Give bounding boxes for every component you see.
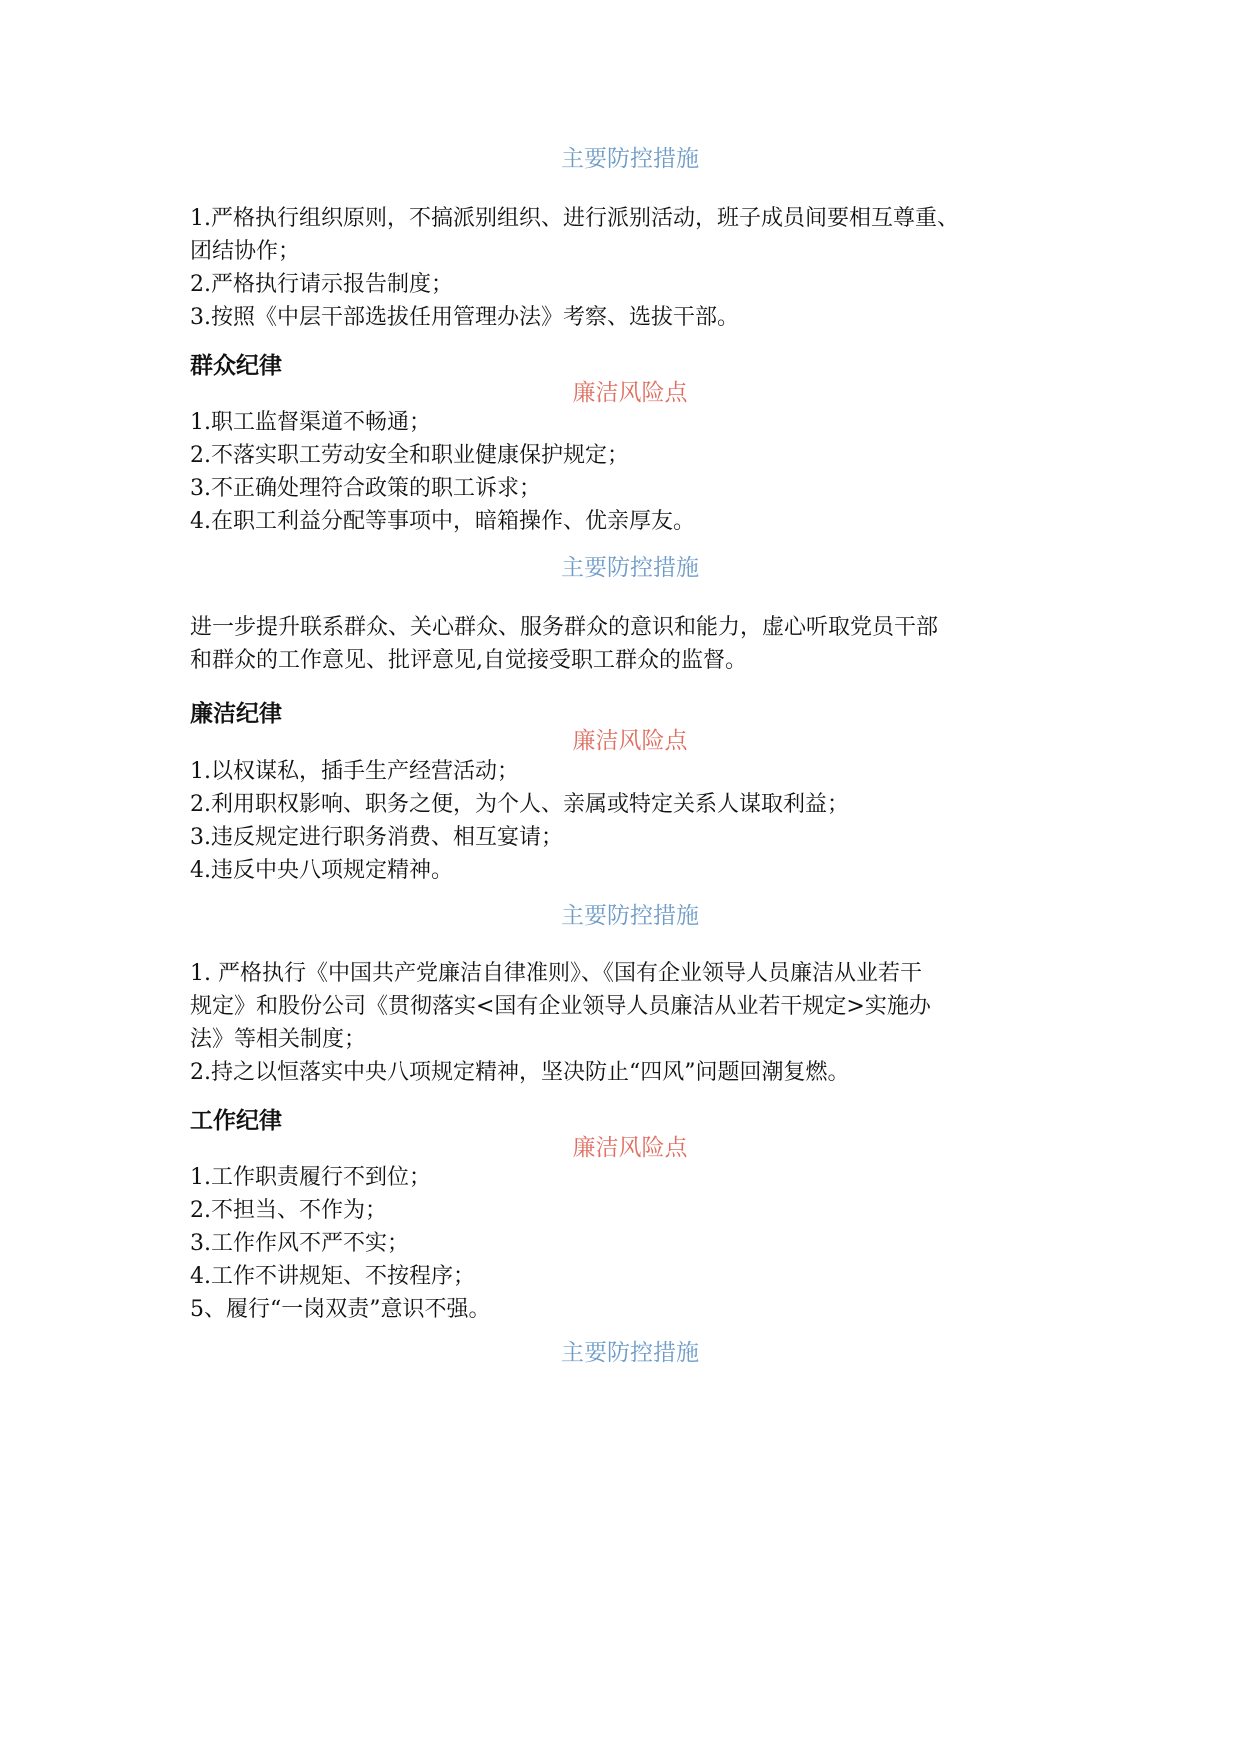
list-item: 2.利用职权影响、职务之便，为个人、亲属或特定关系人谋取利益；: [190, 792, 849, 817]
measures-list: [190, 611, 1070, 677]
measures-list: [190, 957, 1070, 1089]
list-item: 3.工作作风不严不实；: [190, 1231, 409, 1256]
list-item: 2.不担当、不作为；: [190, 1198, 387, 1223]
measures-heading: 主要防控措施: [561, 555, 699, 581]
list-item: 4.违反中央八项规定精神。: [190, 858, 453, 883]
risk-list: [190, 406, 1070, 538]
list-item: 1.职工监督渠道不畅通；: [190, 410, 431, 435]
section-title-mass-discipline: 群众纪律: [190, 353, 282, 379]
list-item: 1. 严格执行《中国共产党廉洁自律准则》、《国有企业领导人员廉洁从业若干: [190, 961, 922, 986]
section-title-integrity-discipline: 廉洁纪律: [190, 701, 282, 727]
measures-heading: 主要防控措施: [561, 903, 699, 929]
measures-heading: 主要防控措施: [561, 1340, 699, 1366]
list-item: 5、履行“一岗双责”意识不强。: [190, 1297, 491, 1322]
measures-list: [190, 202, 1070, 334]
list-item: 1.以权谋私，插手生产经营活动；: [190, 759, 519, 784]
list-item: 进一步提升联系群众、关心群众、服务群众的意识和能力，虚心听取党员干部: [190, 615, 939, 640]
document-page: [190, 0, 1070, 1754]
list-item: 3.按照《中层干部选拔任用管理办法》考察、选拔干部。: [190, 305, 739, 330]
list-item: 1.工作职责履行不到位；: [190, 1165, 431, 1190]
list-item: 2.不落实职工劳动安全和职业健康保护规定；: [190, 443, 629, 468]
list-item: 4.工作不讲规矩、不按程序；: [190, 1264, 475, 1289]
measures-heading: 主要防控措施: [561, 146, 699, 172]
list-item: 规定》和股份公司《贯彻落实<国有企业领导人员廉洁从业若干规定>实施办: [190, 994, 931, 1019]
list-item: 2.严格执行请示报告制度；: [190, 272, 453, 297]
list-item: 和群众的工作意见、批评意见,自觉接受职工群众的监督。: [190, 648, 747, 673]
risk-list: [190, 755, 1070, 887]
risk-heading: 廉洁风险点: [572, 728, 688, 754]
list-item: 3.不正确处理符合政策的职工诉求；: [190, 476, 541, 501]
risk-heading: 廉洁风险点: [572, 1135, 688, 1161]
risk-list: [190, 1161, 1070, 1326]
list-item: 法》等相关制度；: [190, 1027, 367, 1052]
list-item: 2.持之以恒落实中央八项规定精神，坚决防止“四风”问题回潮复燃。: [190, 1060, 850, 1085]
list-item: 4.在职工利益分配等事项中，暗箱操作、优亲厚友。: [190, 509, 695, 534]
list-item: 团结协作；: [190, 239, 301, 264]
section-title-work-discipline: 工作纪律: [190, 1108, 282, 1134]
risk-heading: 廉洁风险点: [572, 380, 688, 406]
list-item: 1.严格执行组织原则，不搞派别组织、进行派别活动，班子成员间要相互尊重、: [190, 206, 959, 231]
list-item: 3.违反规定进行职务消费、相互宴请；: [190, 825, 563, 850]
